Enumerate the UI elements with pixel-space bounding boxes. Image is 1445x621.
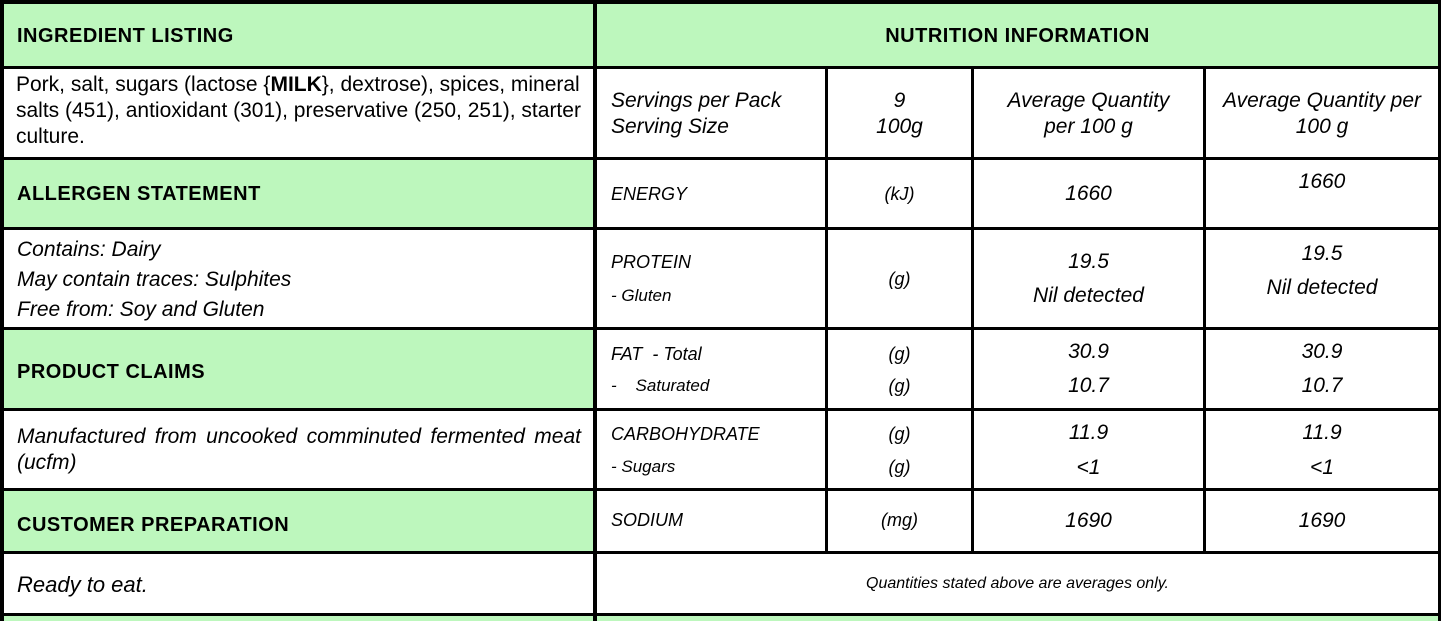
allergen-line-free: Free from: Soy and Gluten: [17, 298, 265, 321]
sodium-label: SODIUM: [611, 510, 683, 530]
allergen-line-traces: May contain traces: Sulphites: [17, 268, 292, 291]
gluten-value-1: Nil detected: [1033, 284, 1144, 307]
ingredient-text-part1: Pork, salt, sugars (lactose {: [16, 73, 271, 96]
allergen-heading: ALLERGEN STATEMENT: [17, 183, 261, 205]
protein-value-1: 19.5: [1068, 250, 1109, 273]
avg-qty-header-1: [974, 70, 1203, 158]
carbohydrate-value-2: 11.9: [1302, 421, 1342, 444]
carbohydrate-unit: (g): [888, 424, 911, 444]
allergen-line-contains: Contains: Dairy: [17, 238, 161, 261]
ingredient-text-part2: }, dextrose), spices, mineral salts (451), antioxidant (301), preservative (250, 251), starter culture.: [16, 73, 581, 148]
claims-heading: PRODUCT CLAIMS: [17, 360, 206, 383]
sodium-value-2: 1690: [1298, 509, 1346, 532]
fat-saturated-label: - Saturated: [611, 376, 710, 395]
protein-value-2: 19.5: [1301, 242, 1343, 265]
fat-total-value-1: 30.9: [1068, 340, 1109, 363]
ingredient-list: [16, 72, 588, 158]
fat-saturated-value-2: 10.7: [1301, 374, 1343, 397]
grid-line-mid: [593, 0, 597, 621]
servings-values: [828, 70, 971, 158]
servings-per-pack-label: Servings per Pack: [611, 89, 782, 112]
sodium-unit: (mg): [881, 510, 918, 530]
sugars-value-1: <1: [1076, 456, 1101, 479]
serving-size-value: 100g: [876, 115, 923, 138]
fat-saturated-unit: (g): [888, 376, 911, 396]
carbohydrate-label: CARBOHYDRATE: [611, 424, 760, 444]
ingredient-text-bold: MILK: [270, 73, 322, 96]
sodium-value-1: 1690: [1065, 509, 1112, 532]
sugars-value-2: <1: [1310, 456, 1334, 479]
gluten-label: - Gluten: [611, 286, 672, 305]
protein-label: PROTEIN: [611, 252, 692, 272]
avg-qty-header-2-line1: Average Quantity per: [1222, 89, 1422, 112]
fat-saturated-value-1: 10.7: [1068, 374, 1109, 397]
servings-label: [611, 70, 823, 158]
bottom-strip-bg: [4, 616, 1441, 621]
energy-label: ENERGY: [611, 183, 688, 204]
fat-total-label: FAT - Total: [611, 344, 702, 364]
allergen-statement: [17, 235, 587, 325]
grid-line-left: [0, 0, 4, 621]
avg-qty-header-1-line2: per 100 g: [1044, 115, 1133, 138]
sugars-label: - Sugars: [611, 457, 676, 476]
grid-line-row6: [0, 488, 1441, 491]
grid-line-row4: [0, 327, 1441, 330]
fat-total-unit: (g): [888, 344, 911, 364]
energy-value-1: 1660: [1065, 182, 1112, 205]
nutrition-heading: NUTRITION INFORMATION: [885, 24, 1150, 47]
serving-size-label: Serving Size: [611, 115, 729, 138]
grid-line-right: [1438, 0, 1441, 621]
avg-qty-header-2-line2: 100 g: [1295, 115, 1349, 138]
prep-heading: CUSTOMER PREPARATION: [17, 513, 290, 536]
prep-text: Ready to eat.: [17, 572, 148, 597]
claims-text: Manufactured from uncooked comminuted fermented meat (ucfm): [17, 425, 581, 474]
avg-qty-header-2: [1206, 70, 1438, 158]
ingredient-heading: INGREDIENT LISTING: [17, 24, 234, 47]
servings-per-pack-value: 9: [893, 89, 906, 112]
fat-total-value-2: 30.9: [1301, 340, 1343, 363]
nutrition-footnote: Quantities stated above are averages only.: [866, 575, 1169, 592]
protein-unit: (g): [888, 268, 911, 289]
sugars-unit: (g): [888, 457, 911, 477]
energy-value-2: 1660: [1298, 170, 1346, 193]
energy-unit: (kJ): [884, 183, 915, 204]
carbohydrate-value-1: 11.9: [1068, 421, 1109, 444]
avg-qty-header-1-line1: Average Quantity: [1007, 89, 1170, 112]
gluten-value-2: Nil detected: [1266, 276, 1378, 299]
